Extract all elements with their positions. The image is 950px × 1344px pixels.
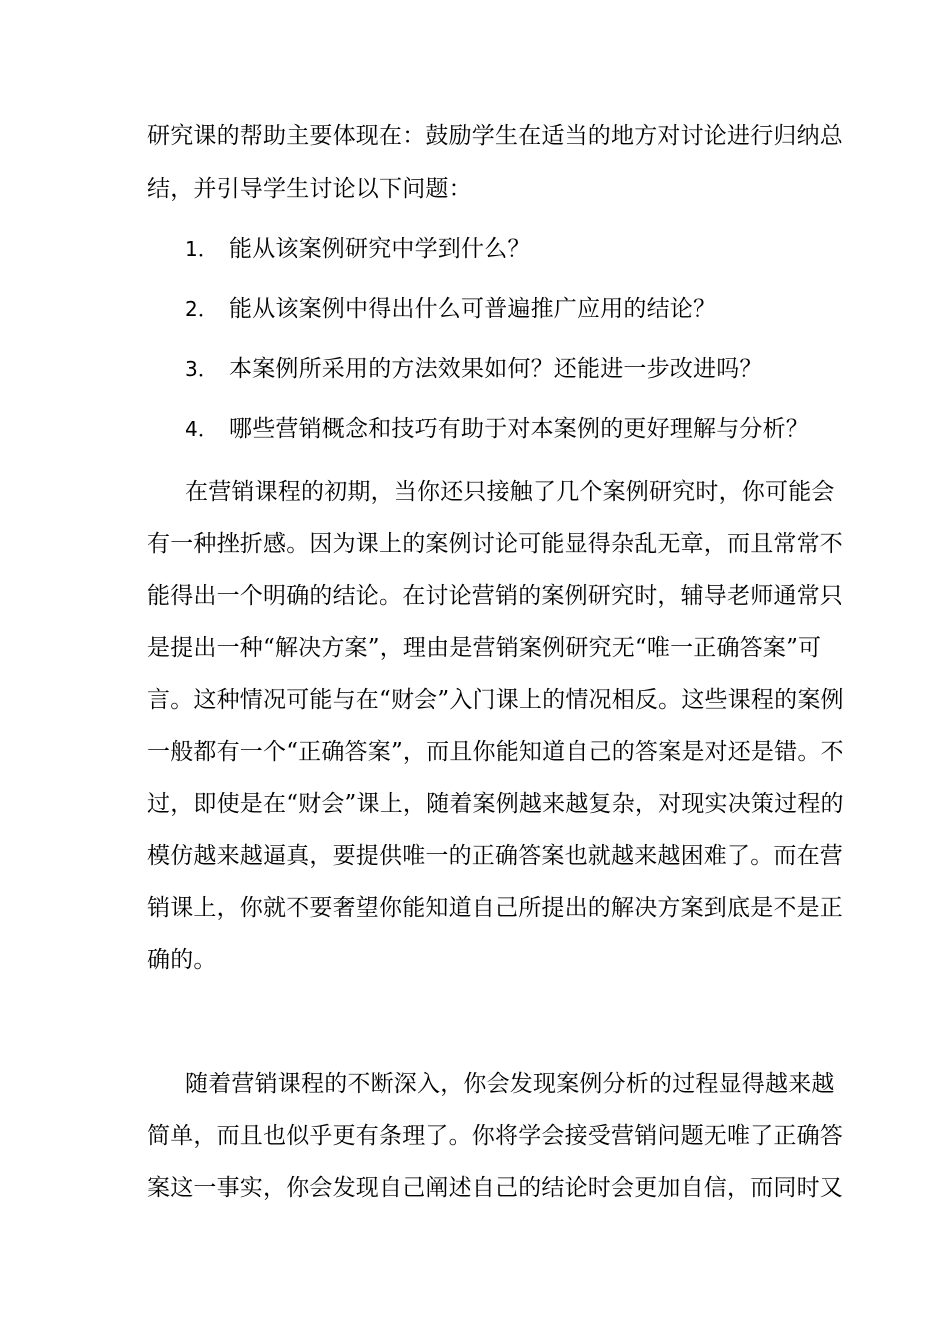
list-number: 3． (185, 357, 219, 381)
list-number: 2． (185, 297, 219, 321)
list-item-3 (185, 353, 763, 385)
list-item-text: 能从该案例中得出什么可普遍推广应用的结论？ (229, 296, 717, 322)
paragraph-2-line-2: 有一种挫折感。因为课上的案例讨论可能显得杂乱无章，而且常常不 (147, 531, 843, 557)
paragraph-2-line-4: 是提出一种“解决方案”，理由是营销案例研究无“唯一正确答案”可 (147, 635, 822, 661)
paragraph-3-line-3: 案这一事实，你会发现自己阐述自己的结论时会更加自信，而同时又 (147, 1175, 843, 1201)
paragraph-2-line-8: 模仿越来越逼真，要提供唯一的正确答案也就越来越困难了。而在营 (147, 843, 843, 869)
paragraph-3-line-2: 简单，而且也似乎更有条理了。你将学会接受营销问题无唯了正确答 (147, 1123, 843, 1149)
paragraph-2-line-7: 过，即使是在“财会”课上，随着案例越来越复杂，对现实决策过程的 (147, 791, 844, 817)
list-number: 4． (185, 417, 219, 441)
list-item-text: 本案例所采用的方法效果如何？还能进一步改进吗？ (229, 356, 763, 382)
paragraph-2-line-1: 在营销课程的初期，当你还只接触了几个案例研究时，你可能会 (185, 479, 835, 505)
list-number: 1． (185, 237, 219, 261)
paragraph-2-line-3: 能得出一个明确的结论。在讨论营销的案例研究时，辅导老师通常只 (147, 583, 843, 609)
paragraph-1-line-1: 研究课的帮助主要体现在：鼓励学生在适当的地方对讨论进行归纳总 (147, 123, 843, 149)
list-item-2 (185, 293, 716, 325)
paragraph-3-line-1: 随着营销课程的不断深入，你会发现案例分析的过程显得越来越 (185, 1071, 835, 1097)
paragraph-2-line-9: 销课上，你就不要奢望你能知道自己所提出的解决方案到底是不是正 (147, 895, 843, 921)
list-item-text: 哪些营销概念和技巧有助于对本案例的更好理解与分析？ (229, 416, 809, 442)
paragraph-2-line-5: 言。这种情况可能与在“财会”入门课上的情况相反。这些课程的案例 (147, 687, 844, 713)
paragraph-2-line-10: 确的。 (147, 947, 217, 973)
list-item-4 (185, 413, 809, 445)
list-item-1 (185, 233, 531, 265)
paragraph-1-line-2: 结，并引导学生讨论以下问题： (147, 176, 472, 202)
paragraph-2-line-6: 一般都有一个“正确答案”，而且你能知道自己的答案是对还是错。不 (147, 739, 844, 765)
list-item-text: 能从该案例研究中学到什么？ (229, 236, 531, 262)
